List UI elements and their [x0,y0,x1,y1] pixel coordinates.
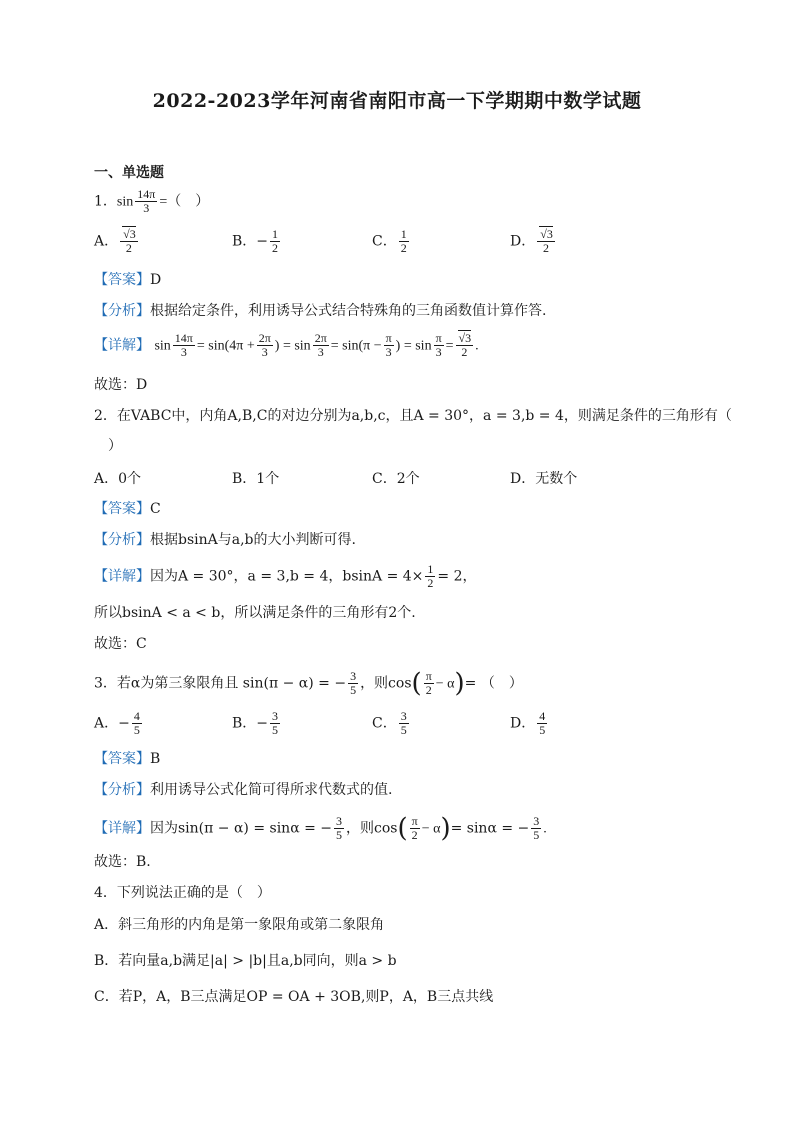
question-2-option-c: C．2个 [372,471,420,487]
section-heading: 一、单选题 [94,165,164,181]
question-1-option-b: B．− $\frac{1}{2}$ [232,227,279,255]
question-1-option-c: C． $\frac{1}{2}$ [372,227,407,255]
question-1-analysis: 【分析】根据给定条件，利用诱导公式结合特殊角的三角函数值计算作答. [94,303,547,319]
question-4-option-c: C．若P，A，B三点满足OP = OA + 3OB,则P，A，B三点共线 [94,989,494,1005]
question-2-option-b: B．1个 [232,471,280,487]
question-4-option-a: A．斜三角形的内角是第一象限角或第二象限角 [94,917,385,933]
question-1-stem: 1．sin $\frac{14\pi}{3}$ =（ ） [94,187,210,215]
question-3-conclusion: 故选：B. [94,854,151,870]
question-1-option-a: A． $\frac{√3}{2}$ [94,227,136,255]
question-3-stem: 3．若α为第三象限角且 sin(π − α) = − $\frac{3}{5}$ ，则cos( $\frac{\pi}{2}$ − α)= （ ） [94,668,523,699]
question-3-analysis: 【分析】利用诱导公式化简可得所求代数式的值. [94,782,393,798]
question-3-detail: 【详解】因为sin(π − α) = sinα = − $\frac{3}{5}$ ，则cos( $\frac{\pi}{2}$ − α)= sinα = − $\frac{3}{5}$ . [94,813,547,844]
question-3-answer: 【答案】B [94,751,161,767]
question-2-conclusion: 故选：C [94,636,147,652]
question-3-option-b: B．− $\frac{3}{5}$ [232,709,279,737]
question-4-option-b: B．若向量a,b满足|a| > |b|且a,b同向，则a > b [94,953,397,969]
question-1-detail: 【详解】 sin $\frac{14\pi}{3}$ = sin(4π + $\frac{2\pi}{3}$ ) = sin $\frac{2\pi}{3}$ = sin(π − $\frac{\pi}{3}$ ) = sin $\frac{\pi}{3}$ = $\frac{√3}{2}$ . [94,331,479,359]
question-1-option-d: D． $\frac{√3}{2}$ [510,227,553,255]
question-2-option-d: D．无数个 [510,471,578,487]
question-4-stem: 4．下列说法正确的是（ ） [94,885,271,901]
page-title: 2022-2023学年河南省南阳市高一下学期期中数学试题 [152,90,642,112]
question-2-analysis: 【分析】根据bsinA与a,b的大小判断可得. [94,532,356,548]
question-2-option-a: A．0个 [94,471,142,487]
question-2-answer: 【答案】C [94,501,161,517]
question-1-conclusion: 故选：D [94,377,148,393]
question-1-answer: 【答案】D [94,272,162,288]
question-2-stem-cont: ） [108,438,122,454]
question-3-option-a: A．− $\frac{4}{5}$ [94,709,140,737]
question-3-option-d: D． $\frac{4}{5}$ [510,709,546,737]
question-2-stem: 2．在VABC中，内角A,B,C的对边分别为a,b,c，且A = 30°，a = 3,b = 4，则满足条件的三角形有（ [94,408,732,424]
question-2-detail-2: 所以bsinA < a < b，所以满足条件的三角形有2个. [94,605,416,621]
question-3-option-c: C． $\frac{3}{5}$ [372,709,407,737]
question-2-detail-1: 【详解】因为A = 30°，a = 3,b = 4，bsinA = 4× $\frac{1}{2}$ = 2， [94,562,477,590]
